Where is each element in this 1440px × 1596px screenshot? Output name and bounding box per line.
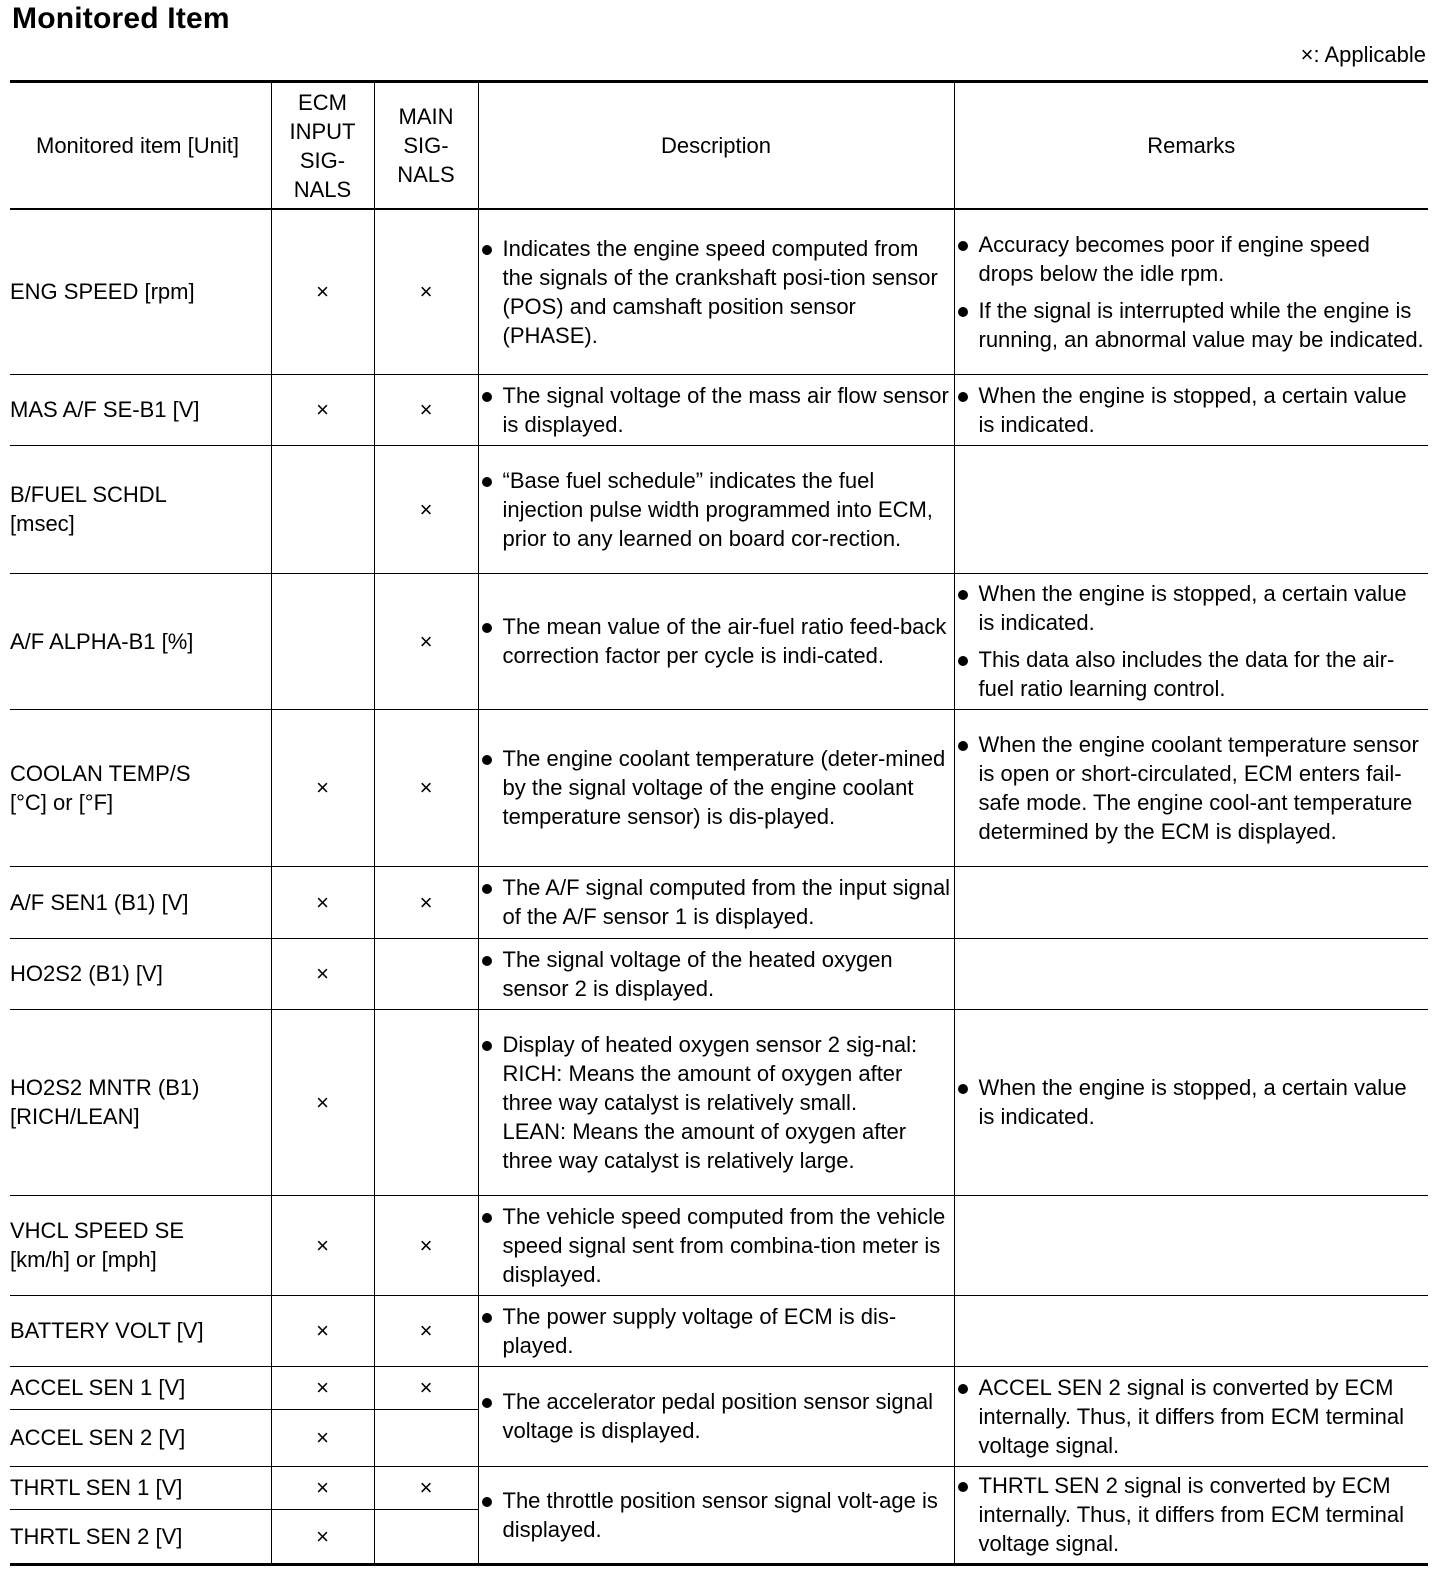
item-label: MAS A/F SE-B1 [V] (10, 397, 200, 422)
table-row (10, 445, 1428, 573)
main-signal-mark (374, 1009, 478, 1195)
monitored-item-cell (10, 1009, 271, 1195)
remark-bullet: THRTL SEN 2 signal is converted by ECM internally. Thus, it differs from ECM terminal voltage signal. (955, 1471, 1429, 1558)
description-cell (478, 209, 954, 374)
description-cell (478, 573, 954, 709)
description-cell (478, 1195, 954, 1295)
description-cell (478, 709, 954, 866)
item-label: HO2S2 (B1) [V] (10, 961, 163, 986)
ecm-input-mark (271, 445, 374, 573)
description-cell (478, 1466, 954, 1564)
item-label: A/F SEN1 (B1) [V] (10, 889, 189, 915)
item-label: ENG SPEED [rpm] (10, 279, 195, 305)
main-signal-mark: × (374, 1466, 478, 1509)
main-signal-mark: × (374, 573, 478, 709)
remarks-cell (954, 1366, 1428, 1466)
table-row (10, 938, 1428, 1009)
main-signal-mark (374, 938, 478, 1009)
remarks-cell (954, 209, 1428, 374)
ecm-input-mark: × (271, 709, 374, 866)
main-signal-mark: × (374, 866, 478, 938)
description-bullet: “Base fuel schedule” indicates the fuel injection pulse width programmed into ECM, prior to any learned on board cor-rection. (479, 466, 954, 553)
description-cell (478, 866, 954, 938)
remark-bullet: If the signal is interrupted while the engine is running, an abnormal value may be indicated. (955, 296, 1429, 354)
header-main-line: MAIN (398, 104, 454, 129)
remark-bullet: ACCEL SEN 2 signal is converted by ECM internally. Thus, it differs from ECM terminal voltage signal. (955, 1373, 1429, 1460)
monitored-item-cell: THRTL SEN 1 [V] (10, 1466, 271, 1509)
remarks-cell (954, 1295, 1428, 1366)
remarks-cell (954, 374, 1428, 445)
main-signal-mark: × (374, 445, 478, 573)
main-signal-mark (374, 1409, 478, 1466)
header-monitored-item: Monitored item [Unit] (10, 82, 271, 210)
header-ecm-line: ECM (298, 89, 347, 115)
ecm-input-mark: × (271, 1195, 374, 1295)
header-ecm-line: NALS (293, 176, 352, 202)
description-cell (478, 938, 954, 1009)
remarks-cell (954, 445, 1428, 573)
table-row (10, 209, 1428, 374)
monitored-item-cell: ACCEL SEN 1 [V] (10, 1366, 271, 1409)
header-ecm-line: INPUT (289, 118, 356, 144)
main-signal-mark: × (374, 374, 478, 445)
description-bullet: The vehicle speed computed from the vehicle speed signal sent from combina-tion meter is displayed. (479, 1202, 954, 1289)
remarks-cell (954, 938, 1428, 1009)
ecm-input-mark: × (271, 1509, 374, 1564)
item-label: COOLAN TEMP/S (10, 760, 191, 786)
header-main-signals (374, 82, 478, 210)
description-bullet: The signal voltage of the heated oxygen sensor 2 is displayed. (479, 945, 954, 1003)
monitored-item-cell (10, 445, 271, 573)
ecm-input-mark (271, 573, 374, 709)
page-title: Monitored Item (12, 2, 230, 35)
monitored-item-cell (10, 209, 271, 374)
ecm-input-mark: × (271, 1295, 374, 1366)
ecm-input-mark: × (271, 866, 374, 938)
main-signal-mark: × (374, 1195, 478, 1295)
description-bullet: The accelerator pedal position sensor signal voltage is displayed. (479, 1387, 954, 1445)
header-description: Description (478, 82, 954, 210)
remark-bullet: When the engine coolant temperature sensor is open or short-circulated, ECM enters fail-safe mode. The engine cool-ant temperature determined by the ECM is displayed. (955, 730, 1429, 846)
item-unit: [km/h] or [mph] (10, 1247, 157, 1272)
remark-bullet: This data also includes the data for the air-fuel ratio learning control. (955, 645, 1429, 703)
table-row (10, 866, 1428, 938)
ecm-input-mark: × (271, 209, 374, 374)
ecm-input-mark: × (271, 1409, 374, 1466)
item-unit: [°C] or [°F] (10, 789, 114, 815)
item-unit: [RICH/LEAN] (10, 1104, 140, 1129)
description-cell (478, 1366, 954, 1466)
description-cell (478, 445, 954, 573)
description-line: Display of heated oxygen sensor 2 sig-nal: (502, 1031, 918, 1057)
ecm-input-mark: × (271, 938, 374, 1009)
remarks-cell (954, 1009, 1428, 1195)
monitored-item-cell: ACCEL SEN 2 [V] (10, 1409, 271, 1466)
remarks-cell (954, 866, 1428, 938)
description-cell (478, 1295, 954, 1366)
remarks-cell (954, 1466, 1428, 1564)
table-row (10, 1195, 1428, 1295)
item-label: VHCL SPEED SE (10, 1218, 185, 1243)
header-ecm-input-signals (271, 82, 374, 210)
remark-bullet: When the engine is stopped, a certain value is indicated. (955, 579, 1429, 637)
main-signal-mark: × (374, 1295, 478, 1366)
description-cell (478, 1009, 954, 1195)
header-main-line: SIG- (403, 133, 449, 158)
monitored-item-table (10, 80, 1428, 1566)
main-signal-mark (374, 1509, 478, 1564)
ecm-input-mark: × (271, 374, 374, 445)
remarks-cell (954, 1195, 1428, 1295)
item-label: A/F ALPHA-B1 [%] (10, 628, 194, 654)
monitored-item-cell (10, 709, 271, 866)
table-row (10, 1009, 1428, 1195)
item-unit: [msec] (10, 511, 75, 536)
ecm-input-mark: × (271, 1466, 374, 1509)
description-bullet: The throttle position sensor signal volt-age is displayed. (479, 1486, 954, 1544)
table-row (10, 374, 1428, 445)
table-row (10, 1295, 1428, 1366)
description-bullet: The signal voltage of the mass air flow sensor is displayed. (479, 381, 954, 439)
monitored-item-cell (10, 1295, 271, 1366)
description-bullet: The mean value of the air-fuel ratio feed-back correction factor per cycle is indi-cated. (479, 612, 954, 670)
main-signal-mark: × (374, 1366, 478, 1409)
monitored-item-cell (10, 938, 271, 1009)
header-row (10, 82, 1428, 210)
remark-bullet: When the engine is stopped, a certain value is indicated. (955, 381, 1429, 439)
main-signal-mark: × (374, 709, 478, 866)
ecm-input-mark: × (271, 1366, 374, 1409)
description-bullet: The engine coolant temperature (deter-mined by the signal voltage of the engine coolant temperature sensor) is dis-played. (479, 744, 954, 831)
remark-bullet: Accuracy becomes poor if engine speed drops below the idle rpm. (955, 230, 1429, 288)
item-label: BATTERY VOLT [V] (10, 1318, 204, 1343)
applicable-legend: ×: Applicable (1300, 42, 1426, 67)
item-label: HO2S2 MNTR (B1) (10, 1075, 200, 1100)
monitored-item-cell (10, 1195, 271, 1295)
header-main-line: NALS (397, 162, 455, 187)
remarks-cell (954, 573, 1428, 709)
table-row (10, 1466, 1428, 1509)
monitored-item-cell (10, 573, 271, 709)
monitored-item-cell: THRTL SEN 2 [V] (10, 1509, 271, 1564)
table-row (10, 573, 1428, 709)
description-bullet: The A/F signal computed from the input signal of the A/F sensor 1 is displayed. (479, 873, 954, 931)
remarks-cell (954, 709, 1428, 866)
item-label: B/FUEL SCHDL (10, 482, 167, 507)
remark-bullet: When the engine is stopped, a certain value is indicated. (955, 1073, 1429, 1131)
description-line: LEAN: Means the amount of oxygen after three way catalyst is relatively large. (502, 1118, 907, 1173)
description-bullet (479, 1030, 954, 1175)
main-signal-mark: × (374, 209, 478, 374)
table-row (10, 709, 1428, 866)
ecm-input-mark: × (271, 1009, 374, 1195)
header-ecm-line: SIG- (299, 147, 346, 173)
monitored-item-cell (10, 374, 271, 445)
description-bullet: The power supply voltage of ECM is dis-played. (479, 1302, 954, 1360)
description-bullet: Indicates the engine speed computed from the signals of the crankshaft posi-tion sensor (POS) and camshaft position sensor (PHASE). (479, 234, 954, 350)
monitored-item-cell (10, 866, 271, 938)
description-cell (478, 374, 954, 445)
header-remarks: Remarks (954, 82, 1428, 210)
description-line: RICH: Means the amount of oxygen after three way catalyst is relatively small. (502, 1060, 903, 1115)
table-row (10, 1366, 1428, 1409)
